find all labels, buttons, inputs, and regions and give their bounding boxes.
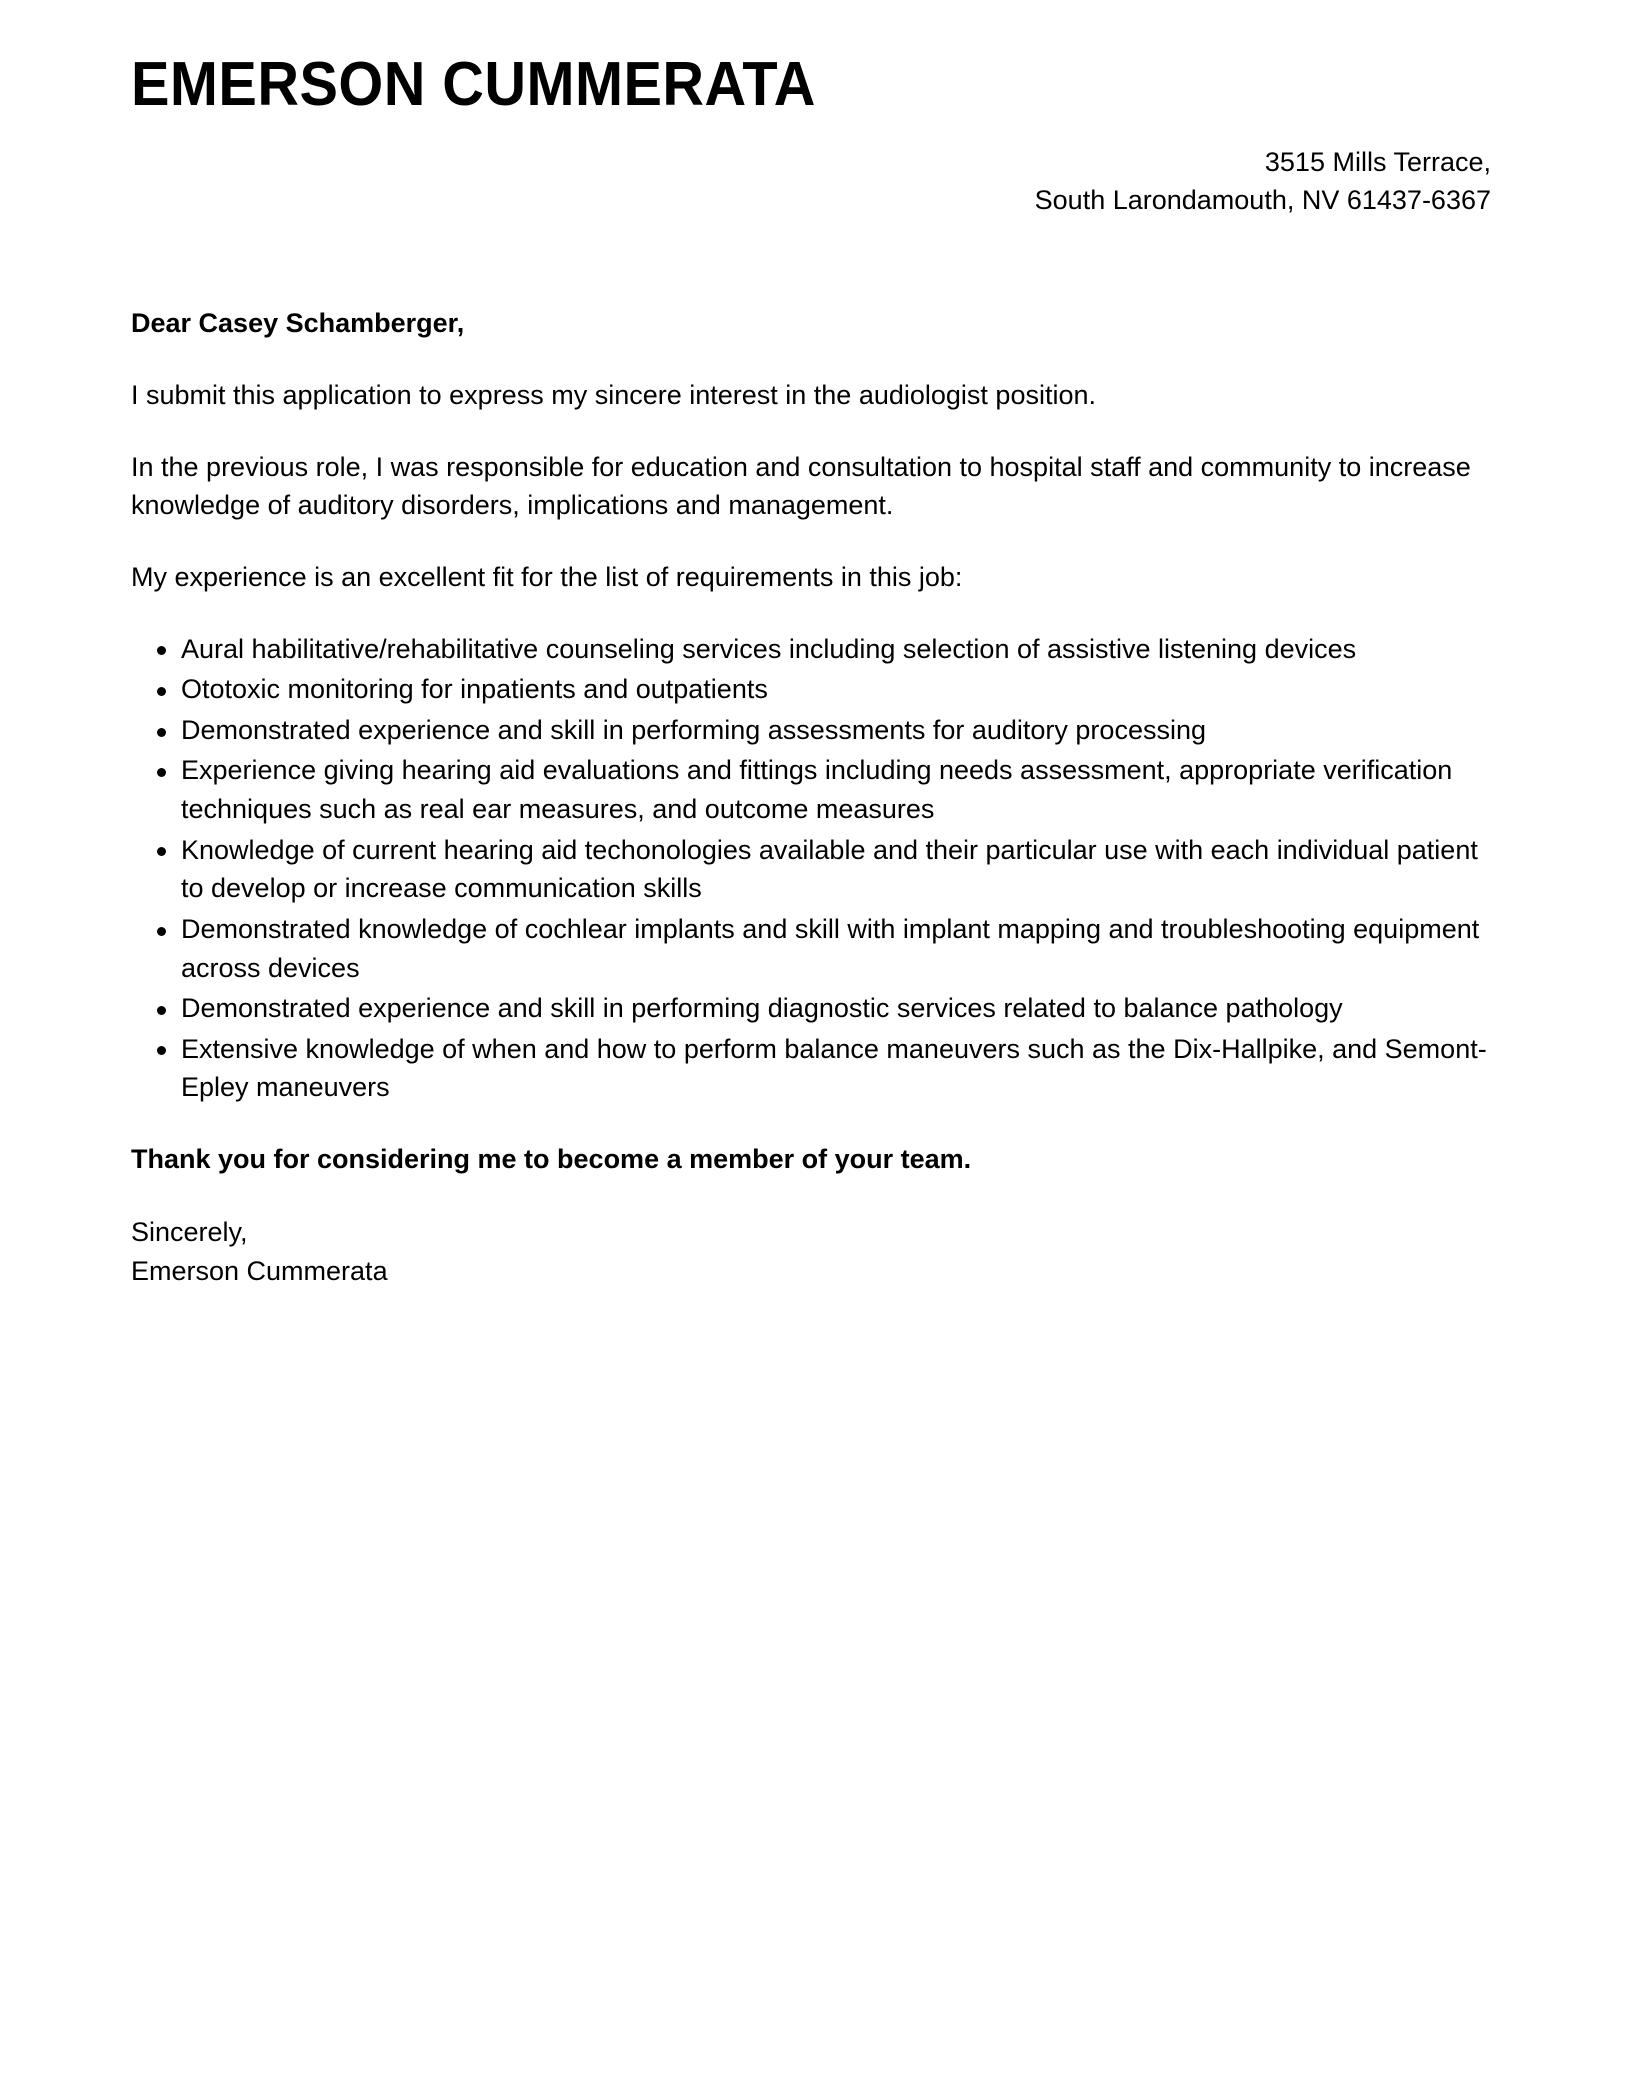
list-item-text: Demonstrated experience and skill in performing assessments for auditory processing xyxy=(181,714,1206,745)
letter-container xyxy=(131,0,1491,1291)
bullet-icon xyxy=(157,1006,166,1015)
list-item-text: Knowledge of current hearing aid techonologies available and their particular use with each individual patient to develop or increase communication skills xyxy=(181,834,1478,904)
bullet-icon xyxy=(157,1046,166,1055)
list-item xyxy=(131,910,1491,987)
list-item xyxy=(131,989,1491,1028)
page-title: EMERSON CUMMERATA xyxy=(131,50,816,119)
list-item xyxy=(131,1030,1491,1107)
bullet-icon xyxy=(157,927,166,936)
bullet-icon xyxy=(157,687,166,696)
address-city-state-zip-line: South Larondamouth, NV 61437-6367 xyxy=(1034,185,1491,216)
list-item xyxy=(131,751,1491,828)
list-item-text: Demonstrated knowledge of cochlear implants and skill with implant mapping and troubleshooting equipment across devices xyxy=(181,913,1480,983)
list-item-text: Ototoxic monitoring for inpatients and outpatients xyxy=(181,674,768,705)
signoff-salutation: Sincerely, xyxy=(131,1216,248,1247)
list-item xyxy=(131,670,1491,709)
bullet-icon xyxy=(157,646,166,655)
signature-name: Emerson Cummerata xyxy=(131,1255,388,1286)
list-item-text: Aural habilitative/rehabilitative counseling services including selection of assistive listening devices xyxy=(181,633,1357,664)
bullet-icon xyxy=(157,728,166,737)
sender-address-block xyxy=(131,143,1491,220)
body-paragraph-3: My experience is an excellent fit for the list of requirements in this job: xyxy=(131,562,963,593)
salutation: Dear Casey Schamberger, xyxy=(131,307,465,338)
body-paragraph-1: I submit this application to express my sincere interest in the audiologist position. xyxy=(131,380,1096,411)
closing-thanks: Thank you for considering me to become a member of your team. xyxy=(131,1143,972,1174)
list-item-text: Demonstrated experience and skill in performing diagnostic services related to balance pathology xyxy=(181,993,1343,1024)
list-item xyxy=(131,711,1491,750)
body-paragraph-2: In the previous role, I was responsible for education and consultation to hospital staff and community to increase knowledge of auditory disorders, implications and management. xyxy=(131,451,1471,521)
list-item xyxy=(131,630,1491,669)
list-item-text: Extensive knowledge of when and how to perform balance maneuvers such as the Dix-Hallpike, and Semont-Epley maneuvers xyxy=(181,1033,1487,1103)
bullet-icon xyxy=(157,768,166,777)
list-item-text: Experience giving hearing aid evaluations and fittings including needs assessment, appropriate verification techniques such as real ear measures, and outcome measures xyxy=(181,755,1453,825)
list-item xyxy=(131,831,1491,908)
address-street-line: 3515 Mills Terrace, xyxy=(1264,146,1491,177)
letter-body xyxy=(131,304,1491,1291)
letterhead xyxy=(131,0,1491,220)
bullet-icon xyxy=(157,847,166,856)
signature-block xyxy=(131,1213,1491,1291)
requirements-list xyxy=(131,630,1491,1107)
